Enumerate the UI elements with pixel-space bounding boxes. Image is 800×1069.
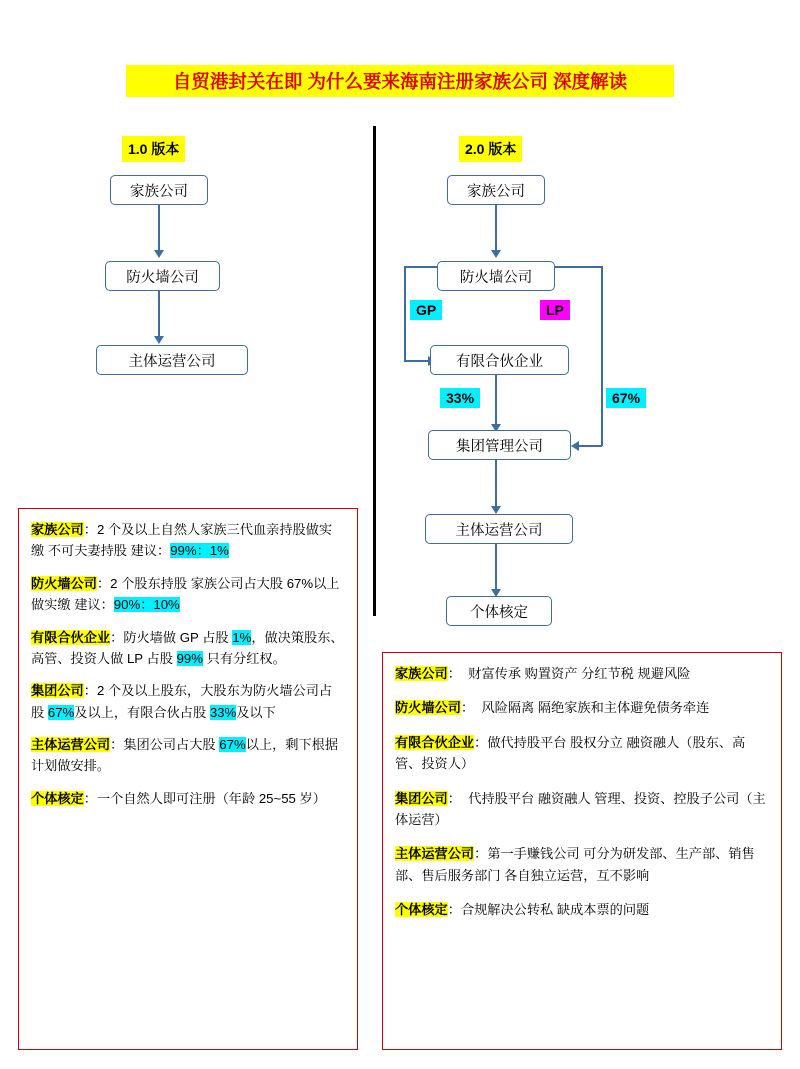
right-term-2: 有限合伙企业 — [395, 734, 475, 750]
left-text-1-0: 2 个股东持股 家族公司占大股 67%以上 做实缴 建议： — [31, 575, 340, 613]
v2-node-group-management-company[interactable]: 集团管理公司 — [428, 430, 571, 460]
right-term-3: 集团公司 — [395, 790, 448, 806]
left-text-0-1: 99%：1% — [170, 543, 229, 559]
left-term-5: 个体核定 — [31, 790, 84, 806]
v2-connector-group-main — [495, 460, 497, 510]
left-text-2-0: 防火墙做 GP 占股 — [123, 629, 233, 645]
v2-connector-main-individual — [495, 544, 497, 592]
v1-connector-2 — [158, 291, 160, 339]
left-colon-5: ： — [83, 790, 97, 806]
v2-tag-share-67: 67% — [606, 388, 646, 408]
right-text-1: 风险隔离 隔绝家族和主体避免债务牵连 — [481, 700, 710, 716]
v2-node-family-company[interactable]: 家族公司 — [447, 175, 545, 205]
left-colon-0: ： — [83, 522, 97, 537]
v2-branch-left-vert — [404, 266, 406, 361]
right-colon-1: ： — [460, 700, 475, 716]
v1-arrow-2 — [154, 336, 164, 344]
left-item-1 — [31, 573, 345, 616]
v2-node-firewall-company[interactable]: 防火墙公司 — [437, 261, 555, 291]
right-term-5: 个体核定 — [395, 902, 448, 917]
left-item-0 — [31, 519, 345, 562]
left-text-5-0: 一个自然人即可注册（年龄 25~55 岁） — [96, 790, 326, 806]
left-details-panel — [18, 508, 358, 1050]
left-colon-2: ： — [110, 629, 124, 645]
left-text-2-1: 1% — [232, 629, 252, 645]
right-colon-0: ： — [447, 666, 461, 681]
right-term-0: 家族公司 — [395, 666, 448, 681]
left-colon-1: ： — [96, 575, 111, 591]
left-colon-3: ： — [83, 683, 97, 699]
version-1-label: 1.0 版本 — [122, 136, 185, 162]
v2-branch-right-bottom — [578, 445, 602, 447]
left-text-3-0: 2 个及以上股东，大股东为防火墙公司占股 — [31, 683, 333, 720]
v2-branch-right-vert — [601, 266, 603, 446]
left-text-2-3: 99% — [176, 650, 203, 666]
v2-arrow-into-group — [571, 441, 579, 451]
right-term-4: 主体运营公司 — [395, 846, 475, 862]
right-text-5: 合规解决公转私 缺成本票的问题 — [460, 902, 650, 917]
left-text-4-0: 集团公司占大股 — [123, 737, 220, 752]
left-item-3 — [31, 680, 345, 723]
right-item-3 — [395, 788, 769, 831]
v2-node-main-operating-company[interactable]: 主体运营公司 — [425, 514, 573, 544]
right-text-4: 第一手赚钱公司 可分为研发部、生产部、销售部、售后服务部门 各自独立运营，互不影响 — [395, 846, 755, 883]
right-colon-3: ： — [447, 790, 461, 806]
left-colon-4: ： — [110, 737, 124, 752]
v2-branch-left-top — [404, 266, 438, 268]
left-term-0: 家族公司 — [31, 522, 84, 537]
left-term-3: 集团公司 — [31, 683, 84, 699]
v2-branch-right-top — [555, 266, 603, 268]
left-term-4: 主体运营公司 — [31, 737, 111, 752]
left-text-4-2: 以上，剩下根据计划做安排。 — [31, 737, 339, 774]
column-divider — [373, 126, 376, 616]
left-item-4 — [31, 734, 345, 777]
v2-tag-share-33: 33% — [440, 388, 480, 408]
left-text-3-1: 67% — [47, 704, 75, 720]
v1-node-family-company[interactable]: 家族公司 — [110, 175, 208, 205]
left-item-2 — [31, 627, 345, 670]
left-item-5 — [31, 788, 345, 809]
right-item-1 — [395, 697, 769, 718]
left-term-1: 防火墙公司 — [31, 575, 97, 591]
v2-connector-partnership-group — [495, 375, 497, 428]
right-text-3: 代持股平台 融资融人 管理、投资、控股子公司（主体运营） — [395, 790, 766, 827]
v1-arrow-1 — [154, 250, 164, 258]
page-title: 自贸港封关在即 为什么要来海南注册家族公司 深度解读 — [126, 65, 674, 97]
v2-tag-lp: LP — [540, 300, 570, 320]
v2-connector-1 — [495, 205, 497, 253]
v2-arrow-1 — [491, 250, 501, 258]
left-text-4-1: 67% — [219, 737, 246, 752]
v2-tag-gp: GP — [410, 300, 442, 320]
v1-node-firewall-company[interactable]: 防火墙公司 — [105, 261, 220, 291]
v1-node-main-operating-company[interactable]: 主体运营公司 — [96, 345, 248, 375]
left-text-3-2: 及以上，有限合伙占股 — [74, 704, 210, 720]
v2-node-individual-assessment[interactable]: 个体核定 — [446, 596, 552, 626]
v2-branch-left-bottom — [404, 360, 430, 362]
right-colon-5: ： — [447, 902, 461, 917]
right-item-4 — [395, 843, 769, 886]
v2-arrow-3 — [491, 506, 501, 514]
left-term-2: 有限合伙企业 — [31, 629, 111, 645]
version-2-label: 2.0 版本 — [459, 136, 522, 162]
v2-node-limited-partnership[interactable]: 有限合伙企业 — [430, 345, 569, 375]
right-text-0: 财富传承 购置资产 分红节税 规避风险 — [468, 666, 691, 681]
left-text-2-4: 只有分红权。 — [202, 650, 286, 666]
left-text-0-0: 2 个及以上自然人家族三代血亲持股做实缴 不可夫妻持股 建议： — [31, 522, 333, 559]
left-text-1-1: 90%：10% — [113, 597, 180, 613]
right-term-1: 防火墙公司 — [395, 700, 461, 716]
right-colon-4: ： — [474, 846, 488, 862]
left-text-2-2: ，做决策股东、高管、投资人做 LP 占股 — [31, 629, 344, 666]
right-text-2: 做代持股平台 股权分立 融资融人（股东、高管、投资人） — [395, 734, 746, 772]
right-colon-2: ： — [474, 734, 488, 750]
right-item-5 — [395, 899, 769, 920]
left-text-3-3: 33% — [209, 704, 237, 720]
right-details-panel — [382, 652, 782, 1050]
right-item-2 — [395, 732, 769, 775]
right-item-0 — [395, 663, 769, 684]
left-text-3-4: 及以下 — [236, 704, 276, 720]
v1-connector-1 — [158, 205, 160, 253]
